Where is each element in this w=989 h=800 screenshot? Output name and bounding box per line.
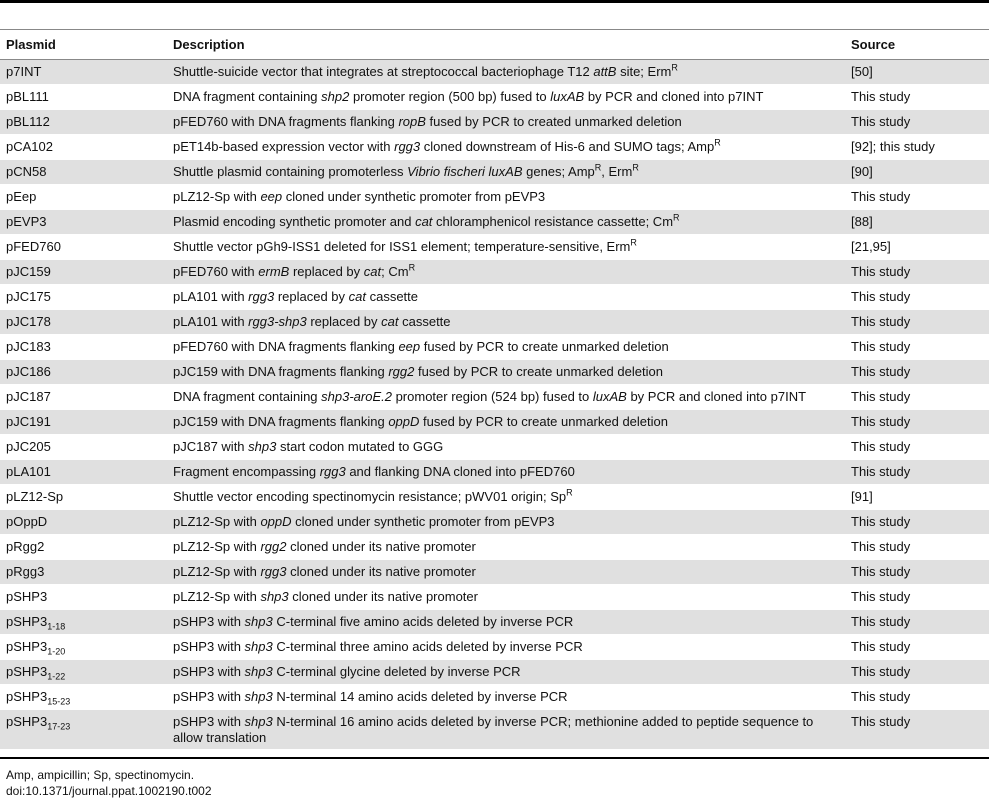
- plasmid-name: pOppD: [6, 514, 48, 529]
- gene-name: shp3-aroE.2: [321, 389, 392, 404]
- table-row: [0, 435, 989, 460]
- description-text: cassette: [398, 314, 451, 329]
- cell-source: This study: [851, 389, 911, 404]
- description-text: , Erm: [601, 164, 633, 179]
- cell-plasmid: [0, 435, 167, 460]
- gene-name: oppD: [260, 514, 292, 529]
- cell-source: This study: [845, 710, 989, 750]
- description-text: pLZ12-Sp with: [173, 589, 261, 604]
- table-row: [0, 60, 989, 85]
- description-text: pJC187 with: [173, 439, 249, 454]
- description-text: cloned downstream of His-6 and SUMO tags; Amp: [420, 139, 715, 154]
- table-row: [0, 285, 989, 310]
- gene-name: ropB: [398, 114, 426, 129]
- description-text: pSHP3 with: [173, 664, 245, 679]
- plasmid-name: pSHP3: [6, 614, 48, 629]
- cell-plasmid: [0, 185, 167, 210]
- cell-description: [167, 585, 845, 610]
- table-row: [0, 235, 989, 260]
- plasmid-name: pJC183: [6, 339, 51, 354]
- description-text: fused by PCR to create unmarked deletion: [420, 339, 669, 354]
- plasmid-name: pJC187: [6, 389, 51, 404]
- cell-description: [167, 235, 845, 260]
- cell-description: [167, 135, 845, 160]
- plasmid-name: pSHP3: [6, 664, 48, 679]
- plasmid-subscript: 1-18: [47, 621, 66, 632]
- cell-source: This study: [845, 660, 989, 685]
- cell-source: This study: [845, 110, 989, 135]
- description-text: replaced by: [274, 289, 349, 304]
- description-text: C-terminal glycine deleted by inverse PCR: [272, 664, 521, 679]
- gene-name: rgg3: [319, 464, 346, 479]
- description-text: cloned under synthetic promoter from pEVP3: [282, 189, 546, 204]
- superscript: R: [566, 487, 573, 498]
- table-row: [0, 110, 989, 135]
- description-text: by PCR and cloned into p7INT: [584, 89, 764, 104]
- table-row: [0, 685, 989, 710]
- gene-name: attB: [593, 64, 617, 79]
- plasmid-name: pJC205: [6, 439, 51, 454]
- superscript: R: [671, 62, 678, 73]
- cell-source: This study: [851, 539, 911, 554]
- cell-description: [167, 335, 845, 360]
- table-row: [0, 160, 989, 185]
- gene-name: shp3: [248, 439, 277, 454]
- gene-name: shp3: [244, 639, 273, 654]
- plasmid-subscript: 15-23: [47, 696, 71, 707]
- gene-name: rgg3: [260, 564, 287, 579]
- plasmid-name: pSHP3: [6, 689, 48, 704]
- cell-plasmid: [0, 510, 167, 535]
- description-text: site; Erm: [616, 64, 672, 79]
- cell-source: This study: [851, 689, 911, 704]
- cell-description: [167, 385, 845, 410]
- gene-name: rgg2: [388, 364, 415, 379]
- cell-plasmid: [0, 210, 167, 235]
- plasmid-name: pFED760: [6, 239, 61, 254]
- description-text: C-terminal three amino acids deleted by inverse PCR: [272, 639, 583, 654]
- description-text: pJC159 with DNA fragments flanking: [173, 364, 389, 379]
- description-text: pLZ12-Sp with: [173, 539, 261, 554]
- plasmid-subscript: 1-20: [47, 646, 66, 657]
- gene-name: shp3: [260, 589, 289, 604]
- cell-description: [167, 310, 845, 335]
- gene-name: rgg3: [394, 139, 421, 154]
- plasmid-table: [0, 29, 989, 750]
- cell-description: [167, 460, 845, 485]
- top-rule: [0, 0, 989, 3]
- plasmid-name: pRgg3: [6, 564, 45, 579]
- table-row: [0, 85, 989, 110]
- header-plasmid: Plasmid: [0, 30, 167, 60]
- cell-source: This study: [851, 589, 911, 604]
- description-text: Shuttle plasmid containing promoterless: [173, 164, 408, 179]
- description-text: fused by PCR to create unmarked deletion: [414, 364, 663, 379]
- cell-plasmid: [0, 360, 167, 385]
- table-row: [0, 560, 989, 585]
- table-body: [0, 60, 989, 750]
- cell-description: [167, 260, 845, 285]
- description-text: ; Cm: [381, 264, 409, 279]
- description-text: pSHP3 with: [173, 614, 245, 629]
- table-footnote: Amp, ampicillin; Sp, spectinomycin.: [6, 768, 195, 782]
- cell-plasmid: [0, 460, 167, 485]
- description-text: replaced by: [306, 314, 382, 329]
- description-text: promoter region (524 bp) fused to: [391, 389, 593, 404]
- plasmid-name: pBL111: [6, 89, 49, 104]
- table-row: [0, 185, 989, 210]
- description-text: cloned under synthetic promoter from pEVP3: [291, 514, 555, 529]
- table-row: [0, 610, 989, 635]
- cell-description: [167, 160, 845, 185]
- cell-description: [167, 535, 845, 560]
- description-text: cassette: [365, 289, 419, 304]
- cell-description: [167, 185, 845, 210]
- cell-source: This study: [851, 189, 911, 204]
- cell-plasmid: [0, 160, 167, 185]
- gene-name: ermB: [258, 264, 290, 279]
- cell-description: [167, 410, 845, 435]
- cell-plasmid: [0, 635, 167, 660]
- plasmid-name: pBL112: [6, 114, 50, 129]
- description-text: by PCR and cloned into p7INT: [626, 389, 807, 404]
- superscript: R: [594, 162, 602, 173]
- table-row: [0, 710, 989, 750]
- cell-source: This study: [845, 260, 989, 285]
- description-text: replaced by: [289, 264, 364, 279]
- cell-source: This study: [845, 510, 989, 535]
- plasmid-name: pJC159: [6, 264, 51, 279]
- table-row: [0, 585, 989, 610]
- description-text: pET14b-based expression vector with: [173, 139, 395, 154]
- cell-plasmid: [0, 235, 167, 260]
- plasmid-name: pEep: [6, 189, 37, 204]
- description-text: pLA101 with: [173, 289, 249, 304]
- description-text: start codon mutated to GGG: [276, 439, 444, 454]
- gene-name: eep: [260, 189, 283, 204]
- cell-description: [167, 360, 845, 385]
- table-row: [0, 310, 989, 335]
- description-text: cloned under its native promoter: [288, 589, 478, 604]
- table-row: [0, 510, 989, 535]
- superscript: R: [673, 212, 680, 223]
- description-text: promoter region (500 bp) fused to: [349, 89, 551, 104]
- table-row: [0, 535, 989, 560]
- description-text: and flanking DNA cloned into pFED760: [345, 464, 575, 479]
- cell-source: This study: [851, 639, 911, 654]
- description-text: pLZ12-Sp with: [173, 514, 261, 529]
- cell-description: [167, 685, 845, 710]
- gene-name: cat: [381, 314, 399, 329]
- table-row: [0, 635, 989, 660]
- gene-name: shp3: [244, 664, 273, 679]
- description-text: N-terminal 16 amino acids deleted by inverse PCR; methionine added to peptide sequence to allow translation: [173, 714, 814, 745]
- cell-source: This study: [851, 339, 911, 354]
- description-text: chloramphenicol resistance cassette; Cm: [432, 214, 674, 229]
- plasmid-name: pJC186: [6, 364, 51, 379]
- description-text: pJC159 with DNA fragments flanking: [173, 414, 389, 429]
- cell-plasmid: [0, 560, 167, 585]
- description-text: fused by PCR to create unmarked deletion: [419, 414, 668, 429]
- gene-name: luxAB: [592, 389, 627, 404]
- cell-description: [167, 60, 845, 85]
- description-text: cloned under its native promoter: [286, 539, 476, 554]
- plasmid-name: pSHP3: [6, 639, 48, 654]
- cell-description: [167, 610, 845, 635]
- cell-description: [167, 110, 845, 135]
- cell-description: [167, 485, 845, 510]
- cell-source: [21,95]: [851, 239, 891, 254]
- gene-name: rgg3: [248, 289, 275, 304]
- cell-plasmid: [0, 85, 167, 110]
- plasmid-subscript: 1-22: [47, 671, 66, 682]
- table-row: [0, 460, 989, 485]
- plasmid-name: pCN58: [6, 164, 47, 179]
- plasmid-name: pEVP3: [6, 214, 47, 229]
- table-row: [0, 660, 989, 685]
- gene-name: cat: [348, 289, 366, 304]
- superscript: R: [408, 262, 416, 273]
- plasmid-name: p7INT: [6, 64, 42, 79]
- cell-source: This study: [845, 460, 989, 485]
- cell-plasmid: [0, 585, 167, 610]
- cell-plasmid: [0, 310, 167, 335]
- cell-plasmid: [0, 385, 167, 410]
- gene-name: rgg2: [260, 539, 287, 554]
- cell-source: This study: [845, 410, 989, 435]
- cell-source: This study: [845, 560, 989, 585]
- description-text: Shuttle-suicide vector that integrates at streptococcal bacteriophage T12: [173, 64, 594, 79]
- header-source: Source: [845, 30, 989, 60]
- description-text: pSHP3 with: [173, 714, 245, 729]
- cell-source: [50]: [845, 60, 989, 85]
- description-text: pFED760 with: [173, 264, 259, 279]
- cell-plasmid: [0, 335, 167, 360]
- cell-description: [167, 635, 845, 660]
- description-text: pSHP3 with: [173, 639, 245, 654]
- cell-description: [167, 435, 845, 460]
- gene-name: shp3: [244, 714, 273, 729]
- description-text: pFED760 with DNA fragments flanking: [173, 114, 399, 129]
- cell-plasmid: [0, 610, 167, 635]
- cell-plasmid: [0, 710, 167, 750]
- cell-description: [167, 710, 845, 750]
- table-row: [0, 210, 989, 235]
- cell-source: [88]: [845, 210, 989, 235]
- cell-description: [167, 560, 845, 585]
- description-text: C-terminal five amino acids deleted by inverse PCR: [272, 614, 574, 629]
- gene-name: eep: [398, 339, 421, 354]
- description-text: genes; Amp: [522, 164, 595, 179]
- plasmid-name: pSHP3: [6, 589, 48, 604]
- table-row: [0, 360, 989, 385]
- cell-source: This study: [845, 360, 989, 385]
- gene-name: Vibrio fischeri luxAB: [407, 164, 523, 179]
- cell-plasmid: [0, 135, 167, 160]
- cell-source: This study: [851, 89, 911, 104]
- table-row: [0, 385, 989, 410]
- cell-description: [167, 85, 845, 110]
- gene-name: rgg3-shp3: [248, 314, 307, 329]
- cell-plasmid: [0, 485, 167, 510]
- cell-plasmid: [0, 260, 167, 285]
- cell-source: [90]: [845, 160, 989, 185]
- table-row: [0, 335, 989, 360]
- description-text: fused by PCR to created unmarked deletion: [425, 114, 682, 129]
- cell-plasmid: [0, 660, 167, 685]
- cell-plasmid: [0, 410, 167, 435]
- plasmid-name: pLA101: [6, 464, 51, 479]
- cell-plasmid: [0, 535, 167, 560]
- table-header-row: [0, 30, 989, 60]
- cell-source: This study: [851, 289, 911, 304]
- description-text: pLA101 with: [173, 314, 249, 329]
- gene-name: shp3: [244, 614, 273, 629]
- gene-name: oppD: [388, 414, 420, 429]
- plasmid-name: pCA102: [6, 139, 53, 154]
- gene-name: luxAB: [550, 89, 585, 104]
- plasmid-name: pJC191: [6, 414, 51, 429]
- cell-source: This study: [845, 310, 989, 335]
- table-row: [0, 410, 989, 435]
- description-text: pFED760 with DNA fragments flanking: [173, 339, 399, 354]
- description-text: Plasmid encoding synthetic promoter and: [173, 214, 416, 229]
- description-text: DNA fragment containing: [173, 389, 322, 404]
- plasmid-name: pJC175: [6, 289, 51, 304]
- cell-plasmid: [0, 685, 167, 710]
- plasmid-name: pLZ12-Sp: [6, 489, 64, 504]
- description-text: pLZ12-Sp with: [173, 189, 261, 204]
- gene-name: shp3: [244, 689, 273, 704]
- cell-description: [167, 660, 845, 685]
- cell-source: This study: [845, 610, 989, 635]
- gene-name: cat: [415, 214, 433, 229]
- description-text: pLZ12-Sp with: [173, 564, 261, 579]
- cell-source: [92]; this study: [851, 139, 935, 154]
- description-text: N-terminal 14 amino acids deleted by inverse PCR: [272, 689, 568, 704]
- cell-description: [167, 210, 845, 235]
- cell-description: [167, 510, 845, 535]
- cell-plasmid: [0, 60, 167, 85]
- description-text: pSHP3 with: [173, 689, 245, 704]
- table-row: [0, 260, 989, 285]
- cell-source: This study: [851, 439, 911, 454]
- superscript: R: [630, 237, 637, 248]
- description-text: cloned under its native promoter: [286, 564, 476, 579]
- superscript: R: [632, 162, 639, 173]
- cell-plasmid: [0, 285, 167, 310]
- description-text: Shuttle vector encoding spectinomycin resistance; pWV01 origin; Sp: [173, 489, 567, 504]
- plasmid-name: pRgg2: [6, 539, 45, 554]
- gene-name: cat: [363, 264, 382, 279]
- plasmid-subscript: 17-23: [47, 721, 71, 732]
- header-description: Description: [167, 30, 845, 60]
- bottom-rule: [0, 757, 989, 759]
- table-doi: doi:10.1371/journal.ppat.1002190.t002: [6, 784, 212, 798]
- gene-name: shp2: [321, 89, 350, 104]
- cell-description: [167, 285, 845, 310]
- table-row: [0, 135, 989, 160]
- superscript: R: [714, 137, 721, 148]
- description-text: Shuttle vector pGh9-ISS1 deleted for ISS1 element; temperature-sensitive, Erm: [173, 239, 631, 254]
- plasmid-name: pJC178: [6, 314, 51, 329]
- cell-source: [91]: [851, 489, 873, 504]
- plasmid-name: pSHP3: [6, 714, 48, 729]
- table-row: [0, 485, 989, 510]
- description-text: DNA fragment containing: [173, 89, 322, 104]
- description-text: Fragment encompassing: [173, 464, 320, 479]
- cell-plasmid: [0, 110, 167, 135]
